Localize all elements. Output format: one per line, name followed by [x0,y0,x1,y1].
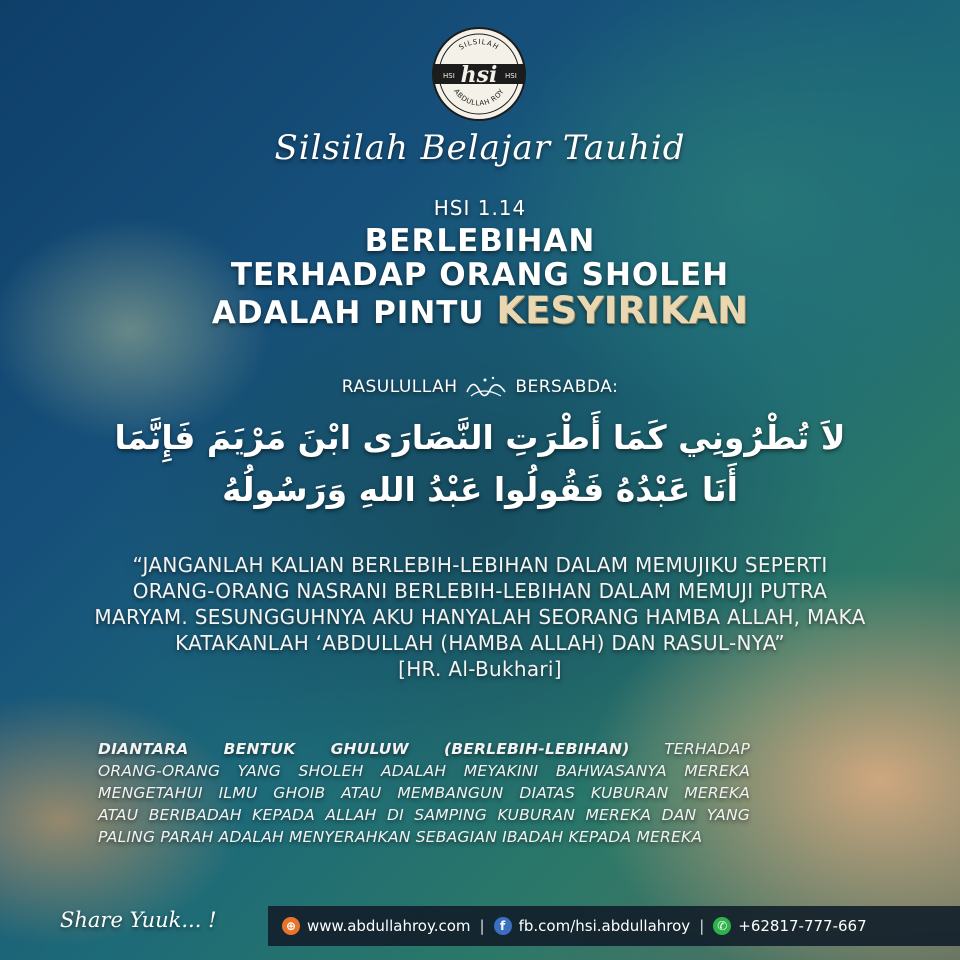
hadith-source: [HR. Al-Bukhari] [398,657,562,681]
headline-line-1: BERLEBIHAN [364,223,596,259]
separator: | [699,917,705,935]
website-link[interactable]: www.abdullahroy.com [307,917,471,935]
facebook-icon: f [494,917,512,935]
logo-wordmark: hsi [460,62,498,88]
explanation-line: ATAU BERIBADAH KEPADA ALLAH DI SAMPING KUBURAN MEREKA DAN YANG [98,806,750,824]
salawat-calligraphy-icon [463,374,509,400]
hsi-logo [431,26,527,122]
logo-arc-left: HSI [443,72,455,80]
footer [0,898,960,956]
arabic-hadith-line-2: أَنَا عَبْدُهُ فَقُولُوا عَبْدُ اللهِ وَرَسُولُهُ [222,470,738,509]
translation-line: “JANGANLAH KALIAN BERLEBIH-LEBIHAN DALAM MEMUJIKU SEPERTI [132,553,828,577]
explanation-bold-lead: DIANTARA BENTUK GHULUW (BERLEBIH-LEBIHAN) [98,740,630,758]
globe-icon: ⊕ [282,917,300,935]
explanation-line: MENGETAHUI ILMU GHOIB ATAU MEMBANGUN DIATAS KUBURAN MEREKA [98,784,750,802]
headline-prefix: ADALAH PINTU [211,295,485,331]
explanation-paragraph [98,738,750,848]
headline-keyword: KESYIRIKAN [496,289,749,332]
logo-arc-top: SILSILAH [457,37,501,52]
explanation-line: PALING PARAH ADALAH MENYERAHKAN SEBAGIAN IBADAH KEPADA MEREKA [98,828,703,846]
hadith-intro-after: BERSABDA: [515,377,619,397]
hadith-intro [0,374,960,400]
translation-line: ORANG-ORANG NASRANI BERLEBIH-LEBIHAN DALAM MEMUJI PUTRA [132,579,828,603]
whatsapp-number[interactable]: +62817-777-667 [738,917,867,935]
contact-bar [268,906,960,946]
share-label: Share Yuuk... ! [60,908,217,932]
facebook-link[interactable]: fb.com/hsi.abdullahroy [518,917,691,935]
explanation-line [98,738,750,760]
logo-arc-right: HSI [505,72,517,80]
whatsapp-icon: ✆ [713,917,731,935]
hadith-intro-before: RASULULLAH [341,377,458,397]
explanation-line: ORANG-ORANG YANG SHOLEH ADALAH MEYAKINI BAHWASANYA MEREKA [98,762,750,780]
headline-line-3 [0,289,960,332]
translation-line: KATAKANLAH ‘ABDULLAH (HAMBA ALLAH) DAN RASUL-NYA” [175,631,785,655]
headline-line-2: TERHADAP ORANG SHOLEH [230,257,730,293]
logo-arc-bottom: ABDULLAH ROY [452,87,506,108]
series-title: Silsilah Belajar Tauhid [274,128,686,168]
translation-line: MARYAM. SESUNGGUHNYA AKU HANYALAH SEORANG HAMBA ALLAH, MAKA [94,605,866,629]
separator: | [479,917,485,935]
explanation-line-1-rest: TERHADAP [629,740,750,758]
arabic-hadith-line-1: لاَ تُطْرُونِي كَمَا أَطْرَتِ النَّصَارَى ابْنَ مَرْيَمَ فَإِنَّمَا [114,418,846,457]
episode-number: HSI 1.14 [433,196,527,220]
